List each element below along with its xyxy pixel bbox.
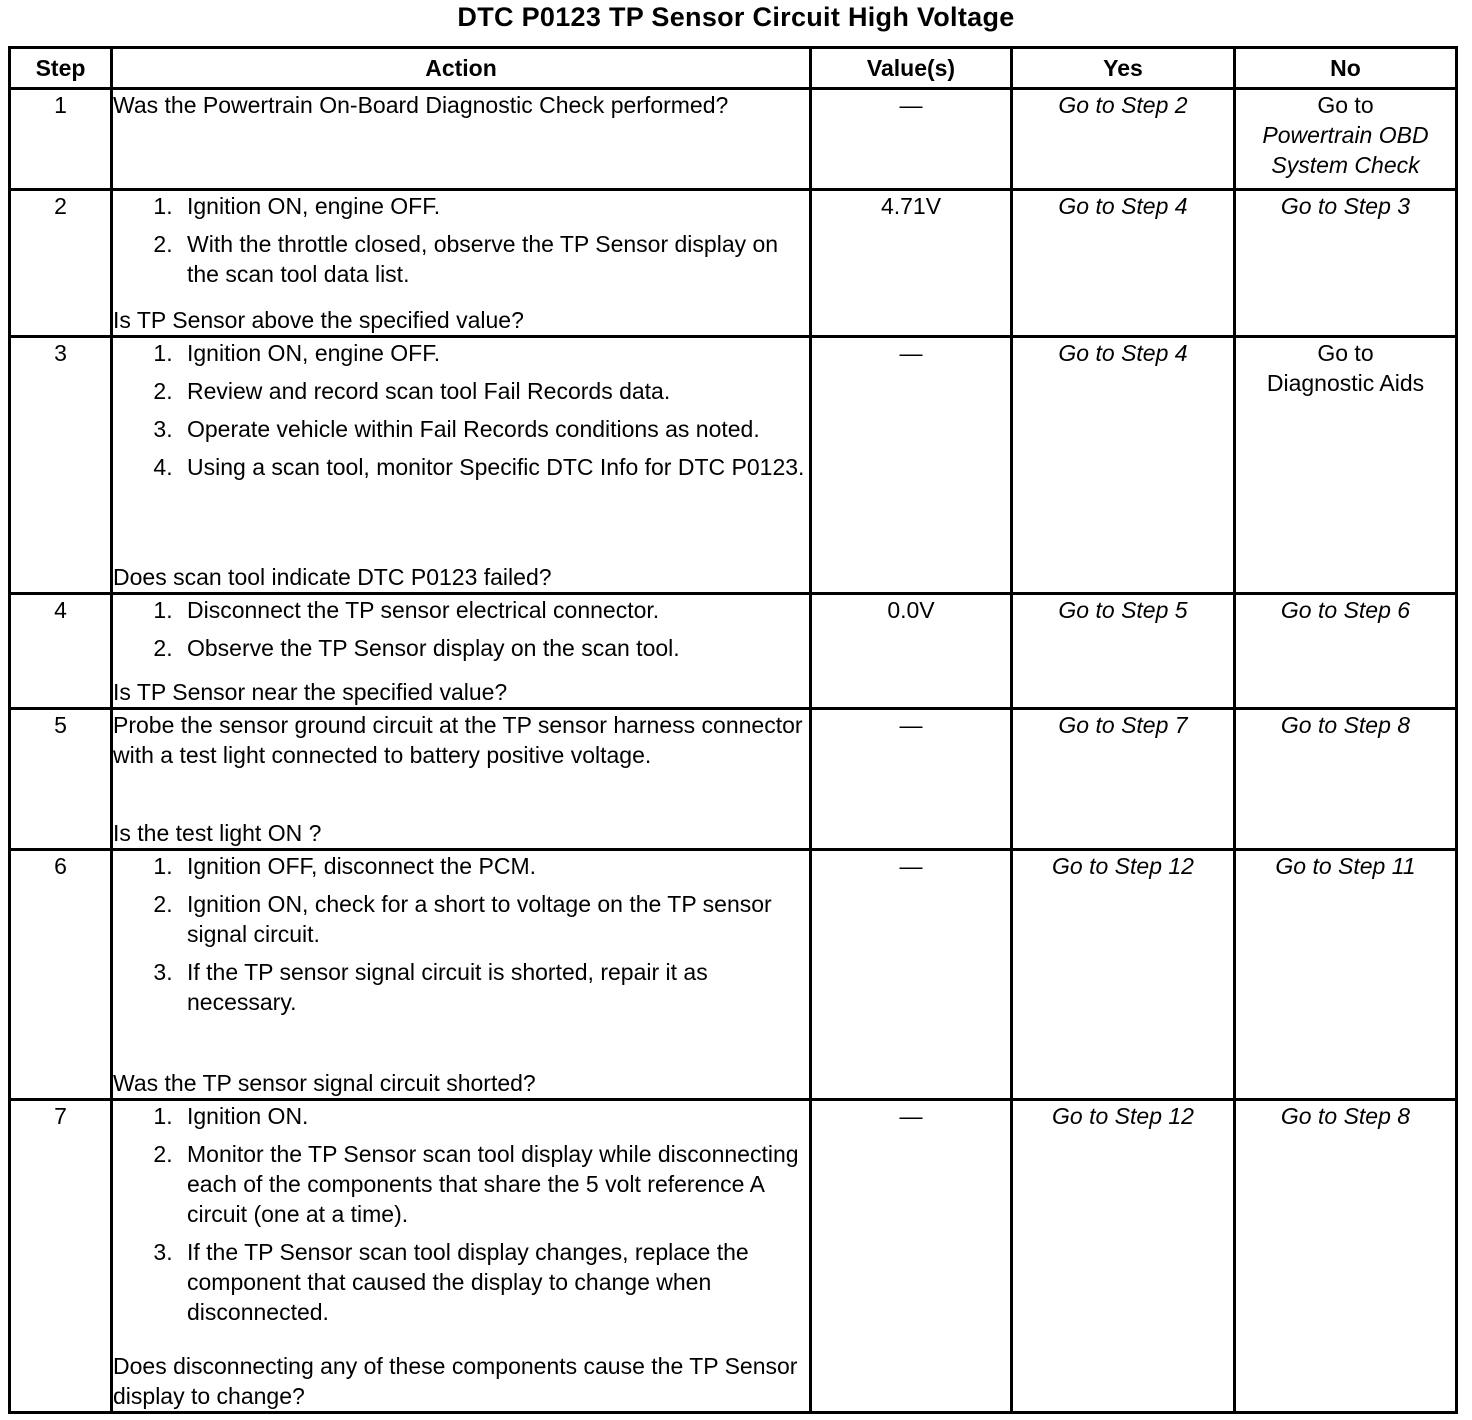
action-question: Does scan tool indicate DTC P0123 failed? (113, 564, 552, 590)
yes-cell: Go to Step 5 (1012, 594, 1235, 709)
step-number: 1 (10, 89, 112, 190)
action-step: 1. Ignition OFF, disconnect the PCM. (179, 851, 809, 881)
action-steps (113, 595, 809, 665)
action-step: 1. Ignition ON, engine OFF. (179, 191, 809, 221)
yes-cell: Go to Step 2 (1012, 89, 1235, 190)
action-step: 2. Observe the TP Sensor display on the scan tool. (179, 633, 809, 663)
action-intro: Probe the sensor ground circuit at the TP sensor harness connector with a test light connected to battery positive voltage. (113, 712, 803, 768)
action-steps (113, 191, 809, 297)
action-step: 1. Disconnect the TP sensor electrical connector. (179, 595, 809, 625)
value-cell: — (811, 850, 1012, 1100)
action-cell (112, 89, 811, 190)
table-row (10, 337, 1457, 594)
table-row (10, 89, 1457, 190)
action-cell (112, 850, 811, 1100)
value-cell: 0.0V (811, 594, 1012, 709)
no-cell (1235, 337, 1457, 594)
table-row (10, 709, 1457, 850)
no-cell: Go to Step 8 (1235, 709, 1457, 850)
no-cell: Go to Step 8 (1235, 1100, 1457, 1413)
header-step: Step (10, 48, 112, 89)
yes-cell: Go to Step 4 (1012, 190, 1235, 337)
action-step: 3. If the TP sensor signal circuit is shorted, repair it as necessary. (179, 957, 809, 1017)
value-cell: 4.71V (811, 190, 1012, 337)
no-prefix: Go to (1317, 340, 1374, 366)
diagnostic-table (8, 46, 1458, 1414)
value-cell: — (811, 709, 1012, 850)
action-cell (112, 190, 811, 337)
action-steps (113, 851, 809, 1025)
action-step: 1. Ignition ON. (179, 1101, 809, 1131)
yes-cell: Go to Step 12 (1012, 1100, 1235, 1413)
header-no: No (1235, 48, 1457, 89)
step-number: 3 (10, 337, 112, 594)
action-intro: Was the Powertrain On-Board Diagnostic Check performed? (113, 92, 729, 118)
step-number: 4 (10, 594, 112, 709)
no-cell (1235, 89, 1457, 190)
no-cell: Go to Step 6 (1235, 594, 1457, 709)
action-steps (113, 1101, 809, 1335)
action-cell (112, 337, 811, 594)
no-target: Diagnostic Aids (1266, 370, 1425, 396)
action-cell (112, 709, 811, 850)
no-cell: Go to Step 11 (1235, 850, 1457, 1100)
yes-cell: Go to Step 4 (1012, 337, 1235, 594)
value-cell: — (811, 337, 1012, 594)
table-row (10, 850, 1457, 1100)
action-step: 2. Review and record scan tool Fail Records data. (179, 376, 809, 406)
header-action: Action (112, 48, 811, 89)
action-question: Was the TP sensor signal circuit shorted? (113, 1070, 536, 1096)
action-question: Does disconnecting any of these components cause the TP Sensor display to change? (113, 1353, 798, 1409)
action-step: 2. Monitor the TP Sensor scan tool display while disconnecting each of the components that share the 5 volt reference A circuit (one at a time). (179, 1139, 809, 1229)
header-value: Value(s) (811, 48, 1012, 89)
action-question: Is the test light ON ? (113, 820, 322, 846)
action-cell (112, 594, 811, 709)
action-question: Is TP Sensor above the specified value? (113, 307, 524, 333)
step-number: 2 (10, 190, 112, 337)
header-row (10, 48, 1457, 89)
action-step: 2. Ignition ON, check for a short to voltage on the TP sensor signal circuit. (179, 889, 809, 949)
action-steps (113, 338, 809, 490)
action-step: 1. Ignition ON, engine OFF. (179, 338, 809, 368)
table-row (10, 190, 1457, 337)
step-number: 5 (10, 709, 112, 850)
no-target: Powertrain OBD System Check (1262, 122, 1429, 178)
value-cell: — (811, 1100, 1012, 1413)
action-step: 3. If the TP Sensor scan tool display changes, replace the component that caused the display to change when disconnected. (179, 1237, 809, 1327)
step-number: 6 (10, 850, 112, 1100)
value-cell: — (811, 89, 1012, 190)
action-step: 2. With the throttle closed, observe the TP Sensor display on the scan tool data list. (179, 229, 809, 289)
table-row (10, 594, 1457, 709)
step-number: 7 (10, 1100, 112, 1413)
action-cell (112, 1100, 811, 1413)
table-row (10, 1100, 1457, 1413)
action-question: Is TP Sensor near the specified value? (113, 679, 508, 705)
action-step: 4. Using a scan tool, monitor Specific DTC Info for DTC P0123. (179, 452, 809, 482)
header-yes: Yes (1012, 48, 1235, 89)
action-step: 3. Operate vehicle within Fail Records conditions as noted. (179, 414, 809, 444)
yes-cell: Go to Step 7 (1012, 709, 1235, 850)
page-title: DTC P0123 TP Sensor Circuit High Voltage (457, 2, 1015, 32)
yes-cell: Go to Step 12 (1012, 850, 1235, 1100)
no-cell: Go to Step 3 (1235, 190, 1457, 337)
no-prefix: Go to (1317, 92, 1374, 118)
